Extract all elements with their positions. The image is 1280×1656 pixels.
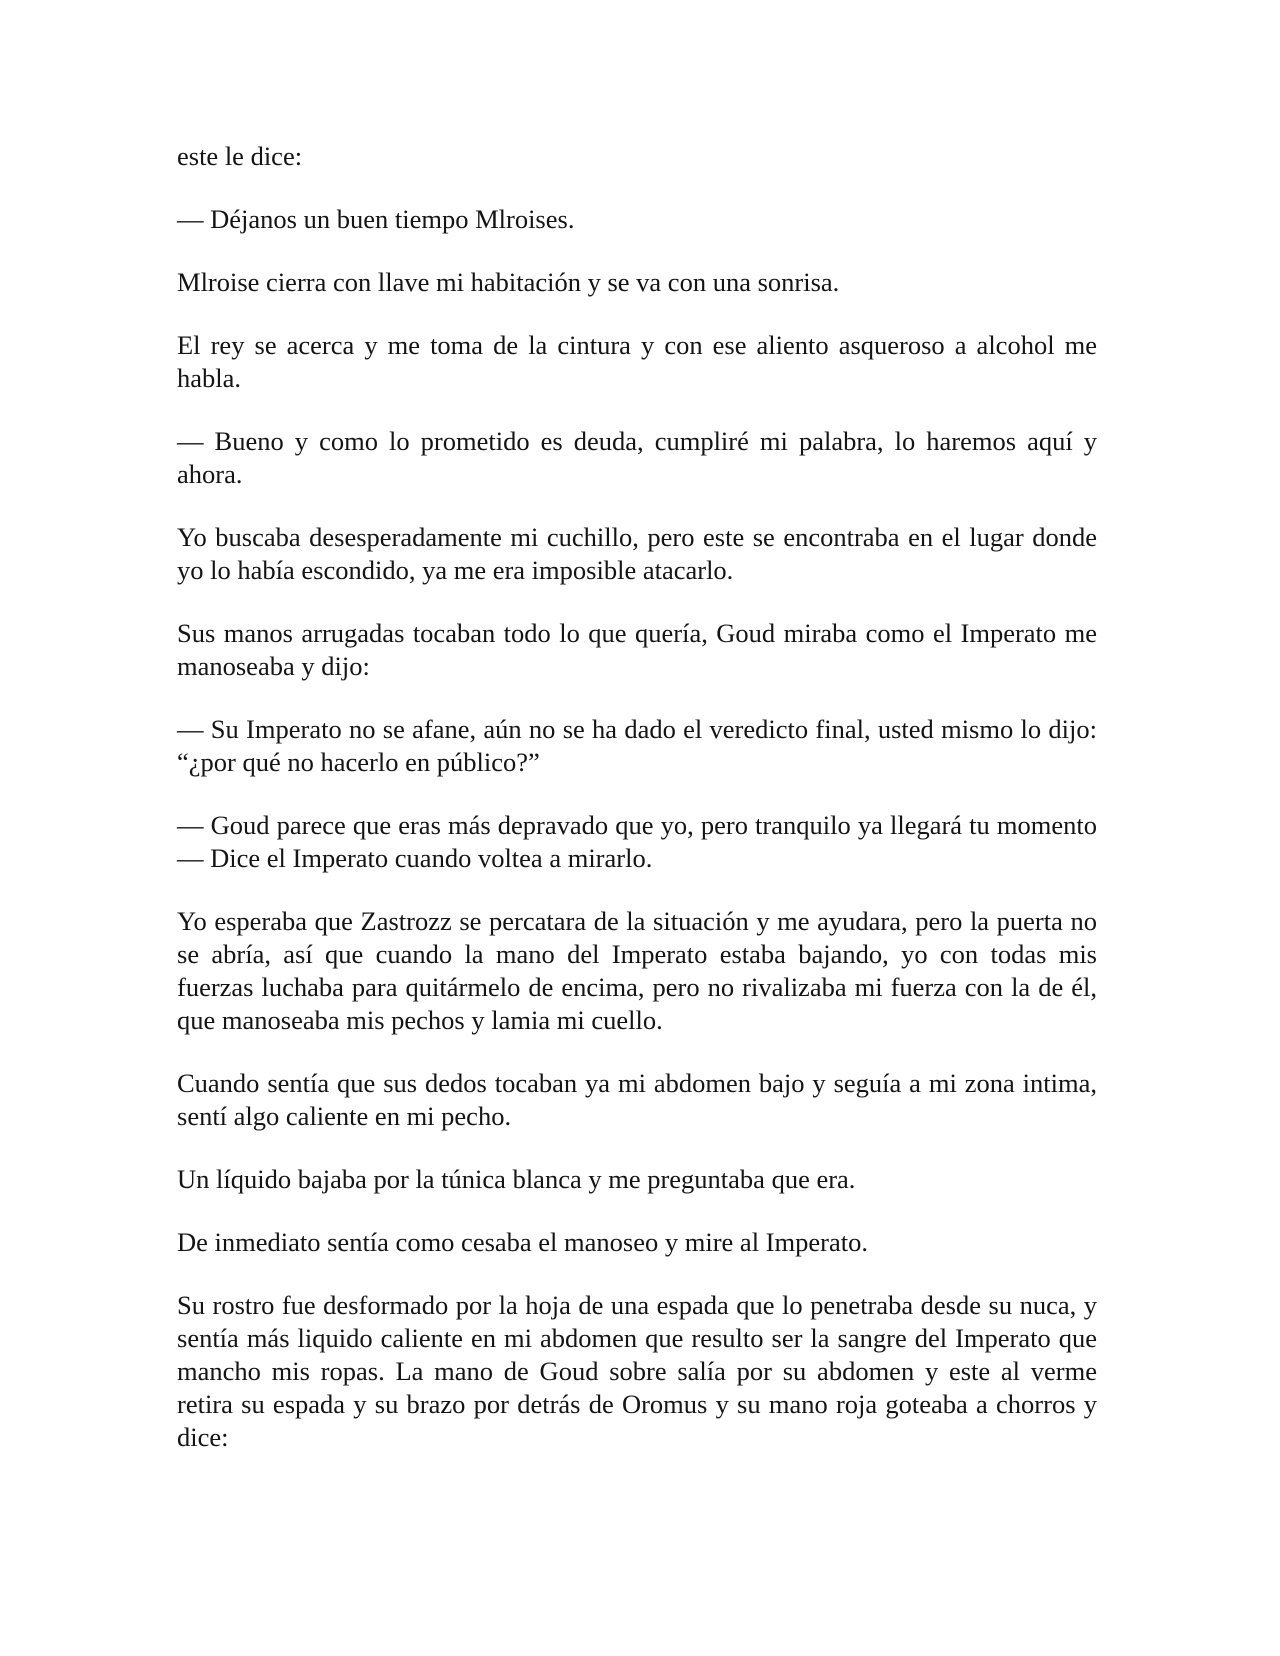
paragraph-11: Cuando sentía que sus dedos tocaban ya mi abdomen bajo y seguía a mi zona intima, sentí algo caliente en mi pecho. [177, 1068, 1097, 1131]
paragraph-4: El rey se acerca y me toma de la cintura y con ese aliento asqueroso a alcohol me habla. [177, 330, 1097, 393]
paragraph-7: Sus manos arrugadas tocaban todo lo que quería, Goud miraba como el Imperato me manoseaba y dijo: [177, 618, 1097, 681]
paragraph-3: Mlroise cierra con llave mi habitación y se va con una sonrisa. [177, 267, 840, 297]
paragraph-6: Yo buscaba desesperadamente mi cuchillo, pero este se encontraba en el lugar donde yo lo había escondido, ya me era imposible atacarlo. [177, 522, 1097, 585]
paragraph-10: Yo esperaba que Zastrozz se percatara de la situación y me ayudara, pero la puerta no se abría, así que cuando la mano del Imperato estaba bajando, yo con todas mis fuerzas luchaba para quitármelo de encima, pero no rivalizaba mi fuerza con la de él, que manoseaba mis pechos y lamia mi cuello. [177, 906, 1097, 1035]
document-body [177, 140, 1097, 1454]
paragraph-13: De inmediato sentía como cesaba el manoseo y mire al Imperato. [177, 1227, 868, 1257]
paragraph-8: — Su Imperato no se afane, aún no se ha dado el veredicto final, usted mismo lo dijo: “¿por qué no hacerlo en público?” [177, 714, 1097, 777]
paragraph-9: — Goud parece que eras más depravado que yo, pero tranquilo ya llegará tu momento— Dice el Imperato cuando voltea a mirarlo. [177, 810, 1097, 873]
paragraph-5: — Bueno y como lo prometido es deuda, cumpliré mi palabra, lo haremos aquí y ahora. [177, 426, 1097, 489]
paragraph-12: Un líquido bajaba por la túnica blanca y me preguntaba que era. [177, 1164, 856, 1194]
paragraph-2: — Déjanos un buen tiempo Mlroises. [177, 204, 575, 234]
paragraph-1: este le dice: [177, 141, 303, 171]
paragraph-14: Su rostro fue desformado por la hoja de una espada que lo penetraba desde su nuca, y sentía más liquido caliente en mi abdomen que resulto ser la sangre del Imperato que mancho mis ropas. La mano de Goud sobre salía por su abdomen y este al verme retira su espada y su brazo por detrás de Oromus y su mano roja goteaba a chorros y dice: [177, 1290, 1097, 1452]
